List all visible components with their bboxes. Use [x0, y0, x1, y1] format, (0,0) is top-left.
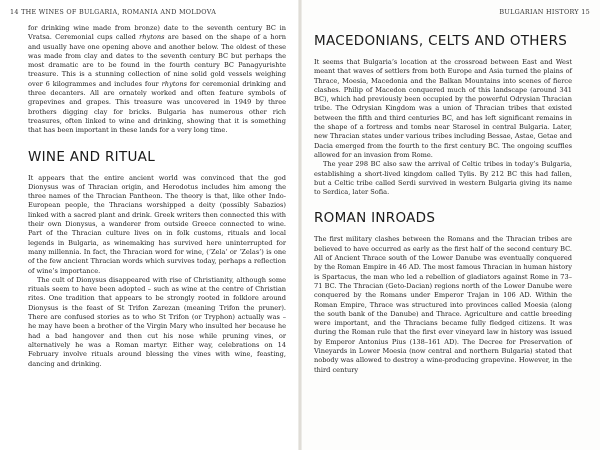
body-paragraph: It appears that the entire ancient world was convinced that the god Dionysus was of Thracian origin, and Herodotus includes him among the three names of the Thracian Pantheon. The theory is that, like other Indo-European people, the Thracians worshipped a deity (possibly Sabazios) linked with a sacred plant and drink. Greek writers then connected this with their own Dionysus, a wanderer from outside Greece connected to wine. Part of the Thracian culture lives on in folk customs, rituals and local legends in Bulgaria, as winemaking has survived here uninterrupted for many millennia. In fact, the Thracian word for wine, (‘Zela’ or ‘Zelas’) is one of the few ancient Thracian words which survives today, perhaps a reflection of wine’s importance.	[28, 173, 286, 275]
body-paragraph: The first military clashes between the Romans and the Thracian tribes are believed to have occurred as early as the first half of the second century BC. All of Ancient Thrace south of the Lower Danube was eventually conquered by the Roman Empire in 46 AD. The most famous Thracian in human history is Spartacus, the man who led a rebellion of gladiators against Rome in 73–71 BC. The Thracian (Geto-Dacian) regions north of the Lower Danube were conquered by the Romans under Emperor Trajan in 106 AD. Within the Roman Empire, Thrace was structured into provinces called Moesia (along the south bank of the Danube) and Thrace. Agriculture and cattle breeding were important, and the Thracians became fully fledged citizens. It was during the Roman rule that the first ever vineyard law in history was issued by Emperor Antonius Pius (138–161 AD). The Decree for Preservation of Vineyards in Lower Moesia (now central and northern Bulgaria) stated that nobody was allowed to destroy a wine-producing grapevine. However, in the third century	[314, 235, 572, 374]
body-paragraph: The year 298 BC also saw the arrival of Celtic tribes in today’s Bulgaria, establishing a short-lived kingdom called Tylis. By 212 BC this had fallen, but a Celtic tribe called Serdi survived in western Bulgaria giving its name to Serdica, later Sofia.	[314, 160, 572, 197]
body-paragraph: The cult of Dionysus disappeared with rise of Christianity, although some rituals seem to have been adopted – such as wine at the centre of Christian rites. One tradition that appears to be strongly rooted in folklore around Dionysus is the feast of St Trifon Zarezan (meaning Trifon the pruner). There are confused stories as to who St Trifon (or Tryphon) actually was – he may have been a brother of the Virgin Mary who insulted her because he had a bad hangover and then cut his nose while pruning vines, or alternatively he was a Roman martyr. Either way, celebrations on 14 February involve rituals around blessing the vines with wine, feasting, dancing and drinking.	[28, 275, 286, 368]
intro-paragraph: for drinking wine made from bronze) date to the seventh century BC in Vratsa. Ceremonial cups called rhytons are based on the shape of a horn and usually have one opening above and another below. The oldest of these was made from clay and dates to the seventh century BC but perhaps the most dramatic are to be found in the fourth century BC Panagyurishte treasure. This is a stunning collection of nine solid gold vessels weighing over 6 kilogrammes and includes four rhytons for ceremonial drinking and three decanters. All are ornately worked and often feature symbols of grapevines and grapes. This treasure was uncovered in 1949 by three brothers digging clay for bricks. Bulgaria has numerous other rich treasures, often linked to wine and drinking, showing that it is something that has been important in these lands for a very long time.	[28, 24, 287, 135]
right-running-head: BULGARIAN HISTORY 15	[499, 8, 590, 16]
left-running-head: 14 THE WINES OF BULGARIA, ROMANIA AND MOLDOVA	[10, 8, 217, 16]
section-heading-roman-inroads: ROMAN INROADS	[314, 210, 436, 227]
right-page	[300, 0, 600, 450]
section-heading-macedonians: MACEDONIANS, CELTS AND OTHERS	[314, 33, 568, 49]
book-gutter	[298, 0, 302, 450]
section-heading-wine-and-ritual: WINE AND RITUAL	[28, 148, 156, 165]
body-paragraph: It seems that Bulgaria’s location at the crossroad between East and West meant that waves of settlers from both Europe and Asia turned the plains of Thrace, Moesia, Macedonia and the Balkan Mountains into scenes of fierce clashes. Philip of Macedon conquered much of this landscape (around 341 BC), which had previously been occupied by the powerful Odrysian Thracian tribe. The Odrysian Kingdom was a union of Thracian tribes that existed between the fifth and third centuries BC, and has left significant remains in the shape of a fortress and tombs near Starosel in central Bulgaria. Later, new Thracian states under various tribes including Bessae, Astae, Getae and Dacia emerged from the fourth to the first century BC. The ongoing scuffles allowed for an invasion from Rome.	[314, 58, 572, 159]
